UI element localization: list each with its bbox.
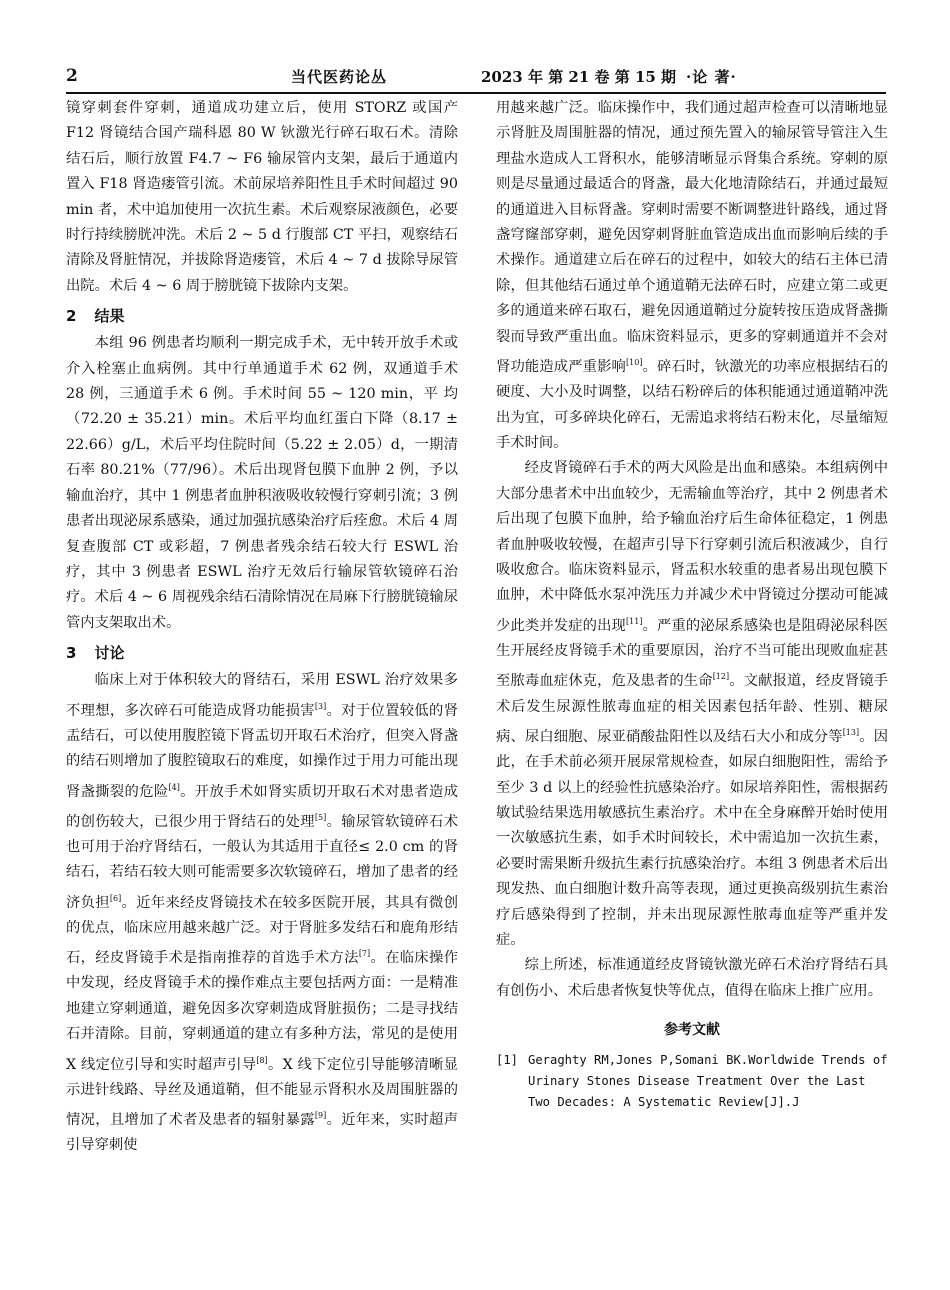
text-run: 用越来越广泛。临床操作中，我们通过超声检查可以清晰地显示肾脏及周围脏器的情况，通过预先置入的输尿管导管注入生理盐水造成人工肾积水，能够清晰显示肾集合系统。穿刺的原则是尽量通过最适合的肾盏，最大化地清除结石，并通过最短的通道进入目标肾盏。穿刺时需要不断调整进针路线，通过肾盏穹窿部穿刺，避免因穿刺肾脏血管造成出血而影响后续的手术操作。通道建立后在碎石的过程中，如较大的结石主体已清除，但其他结石通过单个通道鞘无法碎石时，应建立第二或更多的通道来碎石取石，避免因通道鞘过分旋转按压造成肾盏撕裂而导致严重出血。临床资料显示，更多的穿刺通道并不会对肾功能造成严重影响 [496, 100, 888, 375]
citation: [9] [314, 1111, 327, 1121]
text-run: 。对于位置较低的肾盂结石，可以使用腹腔镜下肾盂切开取石术治疗，但突入肾盏的结石则增加了腹腔镜取石的难度，如操作过于用力可能出现肾盏撕裂的危险 [66, 702, 458, 800]
methods-continuation-paragraph: 镜穿刺套件穿刺，通道成功建立后，使用 STORZ 或国产 F12 肾镜结合国产瑞科恩 80 W 钬激光行碎石取石术。清除结石后，顺行放置 F4.7 ~ F6 输尿管内支架，最后于通道内置入 F18 肾造瘘管引流。术前尿培养阳性且手术时间超过 90 min 者，术中追加使用一次抗生素。术后观察尿液颜色，必要时行持续膀胱冲洗。术后 2 ~ 5 d 行腹部 CT 平扫，观察结石清除及肾脏情况，并拔除肾造瘘管，术后 4 ~ 7 d 拔除导尿管出院。术后 4 ~ 6 周于膀胱镜下拔除内支架。 [66, 100, 458, 294]
results-paragraph: 本组 96 例患者均顺利一期完成手术，无中转开放手术或介入栓塞止血病例。其中行单通道手术 62 例，双通道手术 28 例，三通道手术 6 例。手术时间 55 ~ 120 min，平 均（72.20 ± 35.21）min。术后平均血红蛋白下降（8.17 ± 22.66）g/L，术后平均住院时间（5.22 ± 2.05）d，一期清石率 80.21%（77/96）。术后出现肾包膜下血肿 2 例，予以输血治疗，其中 1 例患者血肿积液吸收较慢行穿刺引流；3 例患者出现泌尿系感染，通过加强抗感染治疗后痊愈。术后 4 周复查腹部 CT 或彩超，7 例患者残余结石较大行 ESWL 治疗，其中 3 例患者 ESWL 治疗无效后行输尿管软镜碎石治疗。术后 4 ~ 6 周视残余结石清除情况在局麻下行膀胱镜输尿管内支架取出术。 [66, 335, 458, 631]
section-heading-results [66, 303, 458, 329]
citation: [6] [109, 893, 122, 903]
section-title: 结果 [94, 307, 125, 326]
citation: [10] [626, 358, 643, 368]
text-run: 。因此，在手术前必须开展尿常规检查，如尿白细胞阳性，需给予至少 3 d 以上的经验性抗感染治疗。如尿培养阳性，需根据药敏试验结果选用敏感抗生素治疗。术中在全身麻醉开始时使用一次敏感抗生素，如手术时间较长，术中需追加一次抗生素，必要时需果断升级抗生素行抗感染治疗。本组 3 例患者术后出现发热、血白细胞计数升高等表现，通过更换高级别抗生素治疗后感染得到了控制，并未出现尿源性脓毒血症等严重并发症。 [496, 728, 888, 949]
left-column [66, 96, 458, 1159]
header-rule [66, 92, 886, 94]
right-column [496, 96, 888, 1113]
citation: [5] [314, 812, 327, 822]
text-run: 。在临床操作中发现，经皮肾镜手术的操作难点主要包括两方面：一是精准地建立穿刺通道，避免因多次穿刺造成肾脏损伤；二是寻找结石并清除。目前，穿刺通道的建立有多种方法，常见的是使用 X 线定位引导和实时超声引导 [66, 950, 458, 1073]
text-run: 。碎石时，钬激光的功率应根据结石的硬度、大小及时调整，以结石粉碎后的体积能通过通道鞘冲洗出为宜，可多碎块化碎石，无需追求将结石粉末化，尽量缩短手术时间。 [496, 358, 889, 452]
citation: [4] [168, 782, 180, 792]
conclusion-paragraph: 综上所述，标准通道经皮肾镜钬激光碎石术治疗肾结石具有创伤小、术后患者恢复快等优点，值得在临床上推广应用。 [496, 957, 888, 999]
citation: [7] [358, 949, 371, 959]
running-header [66, 62, 886, 92]
citation: [11] [626, 616, 643, 626]
text-run: 。开放手术如肾实质切开取石术对患者造成的创伤较大，已很少用于肾结石的处理 [66, 783, 458, 830]
journal-name: 当代医药论丛 [291, 68, 388, 86]
text-run: 。X 线下定位引导能够清晰显示进针线路、导丝及通道鞘，但不能显示肾积水及周围脏器的情况，且增加了术者及患者的辐射暴露 [66, 1056, 458, 1128]
text-run: 。近年来，实时超声引导穿刺使 [66, 1111, 458, 1154]
section-label: ·论 著· [686, 68, 737, 86]
reference-text: Geraghty RM,Jones P,Somani BK.Worldwide Trends of Urinary Stones Disease Treatment Over the Last Two Decades: A Systematic Review[J].J [528, 1052, 888, 1109]
text-run: 经皮肾镜碎石手术的两大风险是出血和感染。本组病例中大部分患者术中出血较少，无需输血等治疗，其中 2 例患者术后出现了包膜下血肿，给予输血治疗后生命体征稳定，1 例患者血肿吸收较慢，在超声引导下行穿刺引流后积液减少，自行吸收愈合。临床资料显示，肾盂积水较重的患者易出现包膜下血肿，术中降低水泵冲洗压力并减少术中肾镜过分摆动可能减少此类并发症的出现 [496, 460, 888, 634]
reference-item [496, 1050, 888, 1113]
journal-issue: 2023 年 第 21 卷 第 15 期 [481, 68, 677, 86]
discussion-paragraph-risks [496, 456, 888, 953]
section-number: 3 [66, 644, 77, 663]
citation: [8] [256, 1055, 268, 1065]
text-run: 。文献报道，经皮肾镜手术后发生尿源性脓毒血症的相关因素包括年龄、性别、糖尿病、尿白细胞、尿亚硝酸盐阳性以及结石大小和成分等 [496, 673, 889, 745]
text-run: 。严重的泌尿系感染也是阻碍泌尿科医生开展经皮肾镜手术的重要原因，治疗不当可能出现败血症甚至脓毒血症休克，危及患者的生命 [496, 617, 889, 690]
references-heading: 参考文献 [664, 1022, 720, 1039]
section-number: 2 [66, 307, 77, 326]
citation: [12] [712, 672, 730, 682]
text-run: 。近年来经皮肾镜技术在较多医院开展，其具有微创的优点，临床应用越来越广泛。对于肾脏多发结石和鹿角形结石，经皮肾镜手术是指南推荐的首选手术方法 [66, 894, 458, 967]
section-title: 讨论 [94, 644, 125, 663]
discussion-continuation-paragraph [496, 96, 888, 456]
citation: [3] [314, 701, 327, 711]
text-run: 临床上对于体积较大的肾结石，采用 ESWL 治疗效果多不理想，多次碎石可能造成肾功能损害 [66, 672, 458, 719]
citation: [13] [842, 728, 860, 738]
reference-number: [1] [496, 1052, 519, 1067]
discussion-paragraph [66, 668, 458, 1159]
page-number: 2 [66, 66, 78, 86]
text-run: 。输尿管软镜碎石术也可用于治疗肾结石，一般认为其适用于直径≤ 2.0 cm 的肾结石，若结石较大则可能需要多次软镜碎石，增加了患者的经济负担 [66, 813, 458, 911]
section-heading-discussion [66, 640, 458, 666]
